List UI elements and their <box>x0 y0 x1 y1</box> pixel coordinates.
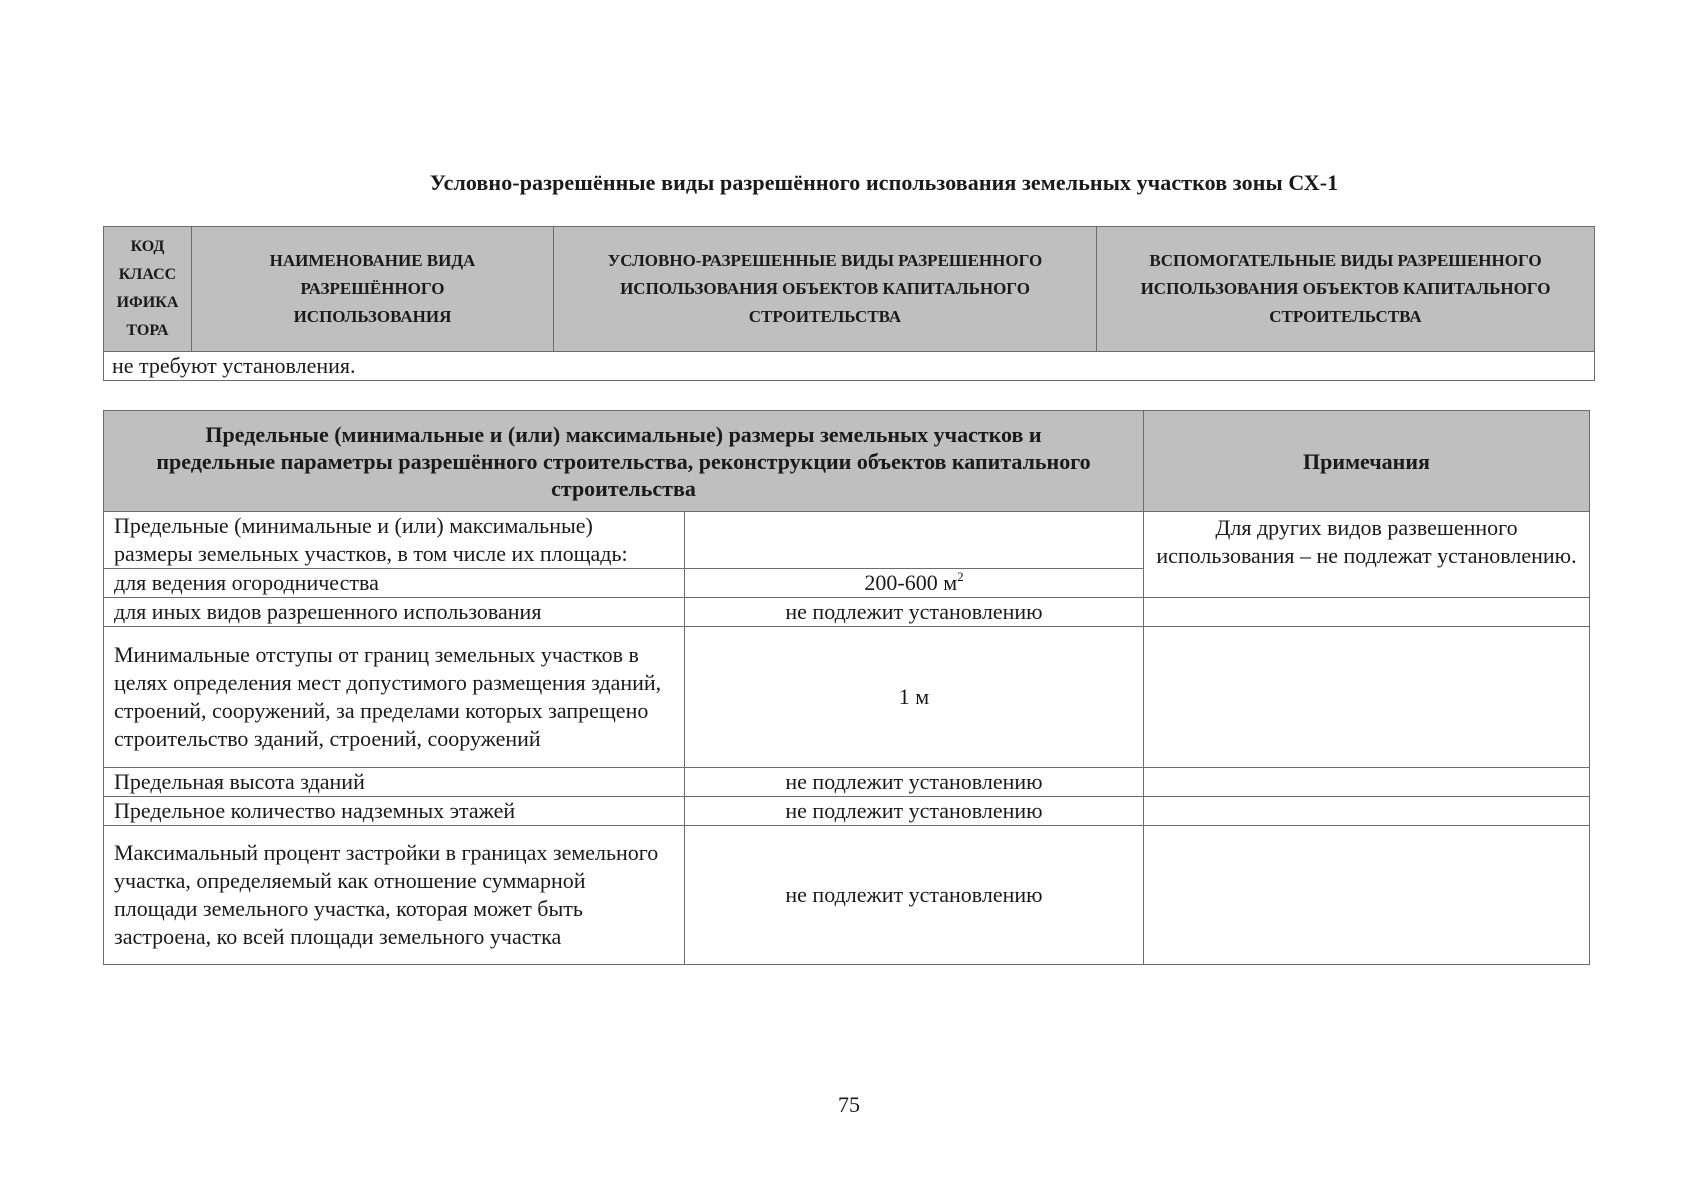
note-cell <box>1144 598 1590 627</box>
param-label: Предельная высота зданий <box>104 768 685 797</box>
table-header-row <box>104 227 1595 352</box>
page-number: 75 <box>838 1092 860 1117</box>
param-label: для иных видов разрешенного использования <box>104 598 685 627</box>
table-row <box>104 797 1590 826</box>
table-row <box>104 598 1590 627</box>
param-label: для ведения огородничества <box>104 569 685 598</box>
table-header-row <box>104 411 1590 512</box>
no-requirements-cell: не требуют установления. <box>104 352 1595 381</box>
note-cell <box>1144 826 1590 965</box>
header-code-line: КЛАСС <box>118 266 177 283</box>
param-value-text: 200-600 м <box>864 570 958 595</box>
table-row <box>104 768 1590 797</box>
header-code-line: ТОРА <box>126 322 169 339</box>
param-value-superscript: 2 <box>957 569 964 584</box>
param-label: Предельное количество надземных этажей <box>104 797 685 826</box>
param-value <box>685 569 1144 598</box>
table-row <box>104 627 1590 768</box>
header-parameters: Предельные (минимальные и (или) максимальные) размеры земельных участков и предельные параметры разрешённого строительства, реконструкции объектов капитального строительства <box>104 411 1144 512</box>
param-value: не подлежит установлению <box>685 826 1144 965</box>
param-value: не подлежит установлению <box>685 768 1144 797</box>
header-code-line: КОД <box>130 238 165 255</box>
note-cell: Для других видов развешенного использования – не подлежат установлению. <box>1144 512 1590 598</box>
note-cell <box>1144 768 1590 797</box>
permitted-uses-table <box>103 226 1595 381</box>
param-value: 1 м <box>685 627 1144 768</box>
table-row <box>104 826 1590 965</box>
param-value <box>685 512 1144 569</box>
header-code-line: ИФИКА <box>116 294 179 311</box>
note-cell <box>1144 797 1590 826</box>
note-cell <box>1144 627 1590 768</box>
param-value: не подлежит установлению <box>685 797 1144 826</box>
param-label: Предельные (минимальные и (или) максимальные) размеры земельных участков, в том числе их площадь: <box>104 512 685 569</box>
param-label: Минимальные отступы от границ земельных участков в целях определения мест допустимого размещения зданий, строений, сооружений, за пределами которых запрещено строительство зданий, строений, сооружений <box>104 627 685 768</box>
param-value: не подлежит установлению <box>685 598 1144 627</box>
table-row <box>104 512 1590 569</box>
header-use-name: НАИМЕНОВАНИЕ ВИДА РАЗРЕШЁННОГО ИСПОЛЬЗОВАНИЯ <box>192 227 554 352</box>
page-title: Условно-разрешённые виды разрешённого использования земельных участков зоны СХ-1 <box>429 170 1339 195</box>
header-conditional-uses: УСЛОВНО-РАЗРЕШЕННЫЕ ВИДЫ РАЗРЕШЕННОГО ИСПОЛЬЗОВАНИЯ ОБЪЕКТОВ КАПИТАЛЬНОГО СТРОИТЕЛЬСТВА <box>554 227 1097 352</box>
table-row <box>104 352 1595 381</box>
parameters-table <box>103 410 1590 965</box>
header-notes: Примечания <box>1144 411 1590 512</box>
header-code <box>104 227 192 352</box>
param-label: Максимальный процент застройки в границах земельного участка, определяемый как отношение суммарной площади земельного участка, которая может быть застроена, ко всей площади земельного участка <box>104 826 685 965</box>
header-auxiliary-uses: ВСПОМОГАТЕЛЬНЫЕ ВИДЫ РАЗРЕШЕННОГО ИСПОЛЬЗОВАНИЯ ОБЪЕКТОВ КАПИТАЛЬНОГО СТРОИТЕЛЬСТВА <box>1097 227 1595 352</box>
